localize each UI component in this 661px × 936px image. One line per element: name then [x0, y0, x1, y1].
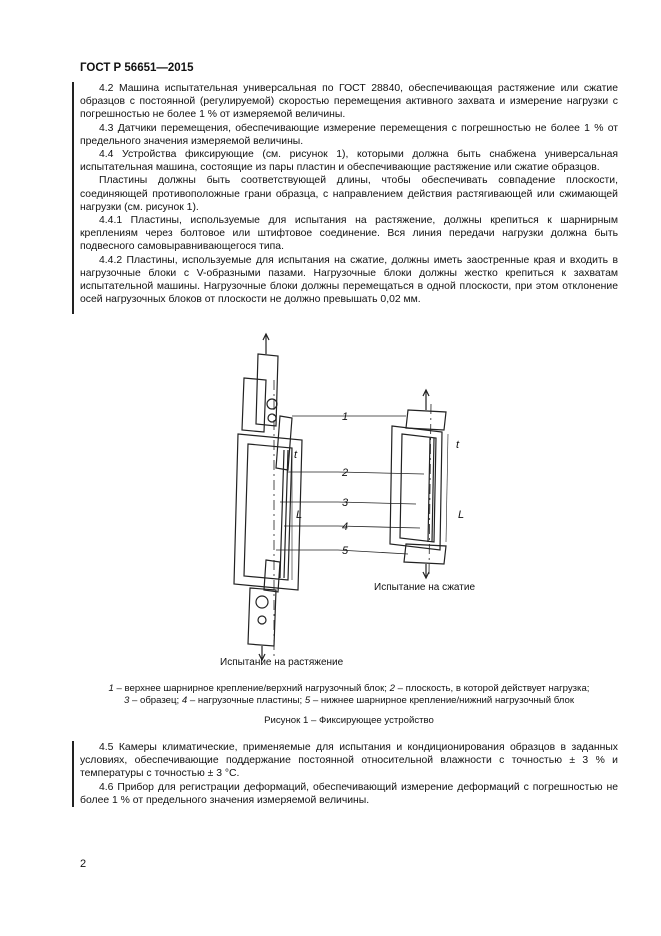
- label-L-tension: L: [296, 509, 303, 521]
- page-number: 2: [80, 858, 87, 870]
- figure-legend: [80, 683, 618, 708]
- paragraph-4-4: 4.4 Устройства фиксирующие (см. рисунок 1), которыми должна быть снабжена универсальная испытательная машина, состоящие из пары пластин и обеспечивающие растяжение или сжатие образцов.: [80, 149, 618, 174]
- document-header: ГОСТ Р 56651—2015: [80, 62, 194, 74]
- caption-compression: Испытание на сжатие: [374, 582, 476, 593]
- legend-number-1: 1: [108, 683, 114, 694]
- legend-desc-1: – верхнее шарнирное крепление/верхний нагрузочный блок;: [113, 683, 390, 694]
- callout-5: 5: [342, 545, 349, 557]
- paragraph-4-4-1: 4.4.1 Пластины, используемые для испытания на растяжение, должны крепиться к шарнирным креплениям через болтовое или штифтовое соединение. Вся линия передачи нагрузки должна быть подвесного самовыравнивающегося типа.: [80, 215, 618, 253]
- label-t-compression: t: [456, 439, 460, 451]
- paragraph-4-6: 4.6 Прибор для регистрации деформаций, обеспечивающий измерение деформаций с погрешностью не более 1 % от предельного значения измеряемой величины.: [80, 781, 618, 806]
- callout-4: 4: [342, 521, 349, 533]
- legend-number-2: 2: [389, 683, 395, 694]
- change-bar-bottom: [72, 741, 74, 807]
- label-t-tension: t: [294, 449, 298, 461]
- paragraph-4-5: 4.5 Камеры климатические, применяемые для испытания и кондиционирования образцов в заданных условиях, обеспечивающие поддержание постоянной относительной влажности с точностью ± 3 % и температуры с точностью ± 3 °С.: [80, 742, 618, 780]
- callout-1: 1: [342, 411, 349, 423]
- legend-number-3: 3: [123, 695, 130, 707]
- compression-device-illustration: [390, 390, 446, 578]
- paragraph-plates: Пластины должны быть соответствующей длины, чтобы обеспечивать совпадение плоскости, соединяющей противоположные грани образца, с направлением действия растягивающей или сжимающей нагрузки (см. рисунок 1).: [80, 175, 618, 213]
- legend-number-5: 5: [304, 695, 311, 707]
- legend-desc-5: – нижнее шарнирное крепление/нижний нагрузочный блок: [310, 695, 575, 707]
- label-L-compression: L: [458, 509, 465, 521]
- legend-number-4: 4: [181, 695, 188, 707]
- body-text-bottom: [80, 741, 618, 807]
- paragraph-4-3: 4.3 Датчики перемещения, обеспечивающие измерение перемещения с погрешностью не более 1 % от предельного значения измеряемой величины.: [80, 122, 618, 147]
- paragraph-4-2: 4.2 Машина испытательная универсальная по ГОСТ 28840, обеспечивающая растяжение или сжатие образцов с постоянной (регулируемой) скоростью перемещения активного захвата и измерение нагрузки с погрешностью не более 1 % от измеряемой величины.: [80, 83, 618, 121]
- legend-desc-2: – плоскость, в которой действует нагрузка;: [394, 683, 590, 694]
- caption-tension: Испытание на растяжение: [220, 657, 344, 668]
- legend-desc-4: – нагрузочные пластины;: [187, 695, 305, 707]
- callout-2: 2: [342, 467, 349, 479]
- body-text-top: [80, 82, 618, 306]
- callout-3: 3: [342, 497, 349, 509]
- change-bar-top: [72, 82, 74, 314]
- paragraph-4-4-2: 4.4.2 Пластины, используемые для испытания на сжатие, должны иметь заостренные края и входить в нагрузочные блоки с V-образными пазами. Нагрузочные блоки должны жестко крепиться к захватам испытательной машины. Нагрузочные блоки должны перемещаться в одной плоскости, при этом отклонение осей нагрузочных блоков от плоскости не должно превышать 0,02 мм.: [80, 254, 618, 306]
- fixture-drawing: [80, 330, 618, 670]
- legend-desc-3: – образец;: [129, 695, 182, 707]
- figure-title: Рисунок 1 – Фиксирующее устройство: [264, 715, 434, 726]
- figure-1-fixing-device: [80, 330, 618, 670]
